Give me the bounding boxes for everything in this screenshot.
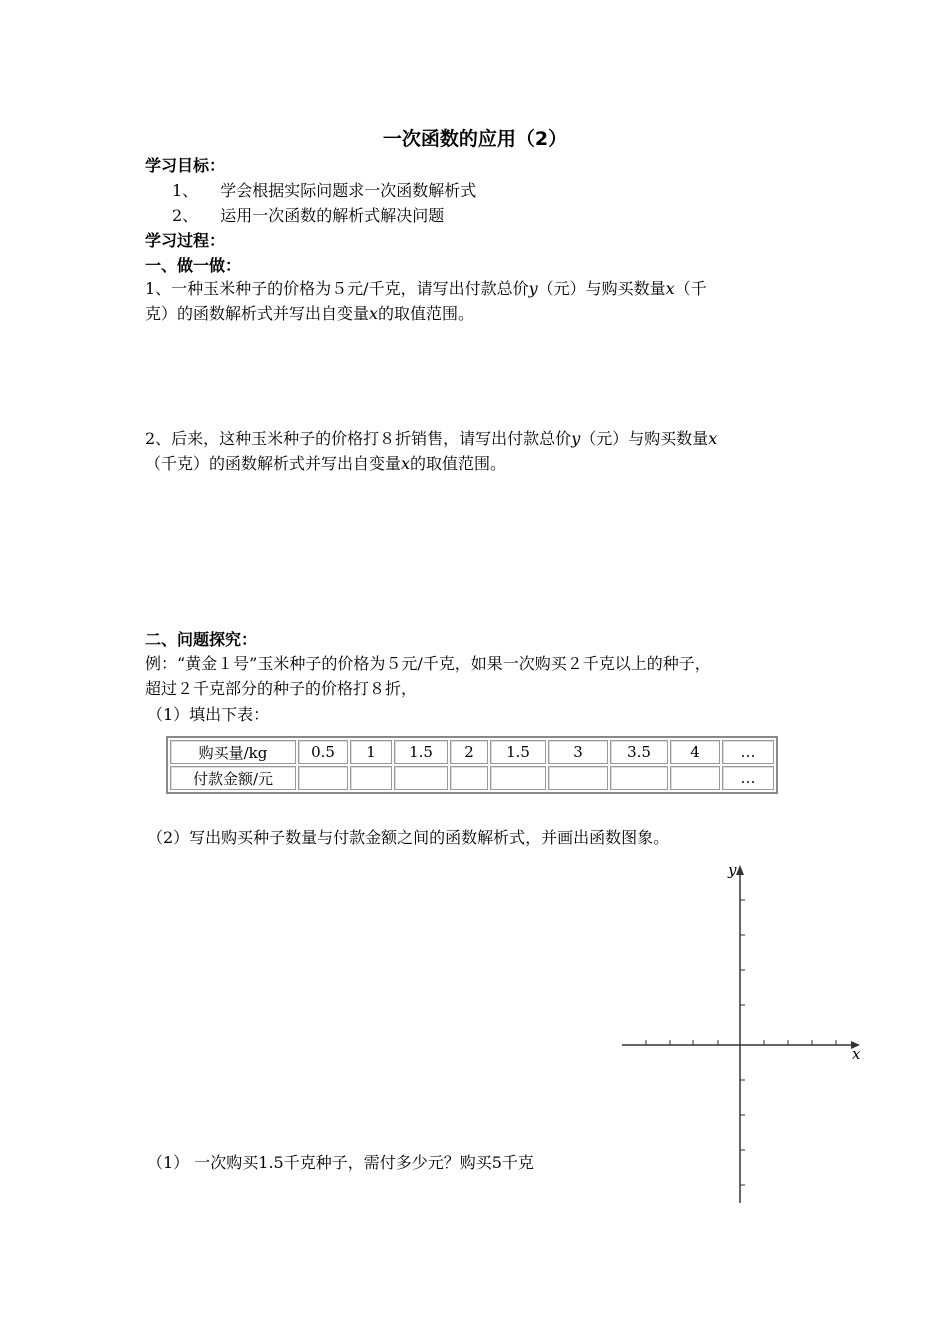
y-axis-label: y (728, 861, 737, 879)
axis-ticks (646, 900, 836, 1185)
table-cell[interactable] (670, 766, 720, 790)
question-2-text-c: （千克）的函数解析式并写出自变量 (145, 454, 402, 473)
table-cell[interactable] (548, 766, 608, 790)
objective-1 (172, 178, 476, 201)
table-cell: 购买量/kg (170, 740, 296, 764)
objective-2-num: 2、 (172, 206, 199, 225)
table-cell: 1.5 (394, 740, 448, 764)
table-cell: 3 (548, 740, 608, 764)
table-cell: 0.5 (298, 740, 348, 764)
question-2-line-1 (145, 426, 717, 449)
y-axis-arrow (736, 865, 744, 875)
coordinate-axes (618, 855, 864, 1210)
objective-2-text: 运用一次函数的解析式解决问题 (220, 206, 445, 225)
question-1-text-d: 克）的函数解析式并写出自变量 (145, 304, 370, 323)
table-cell: … (722, 766, 774, 790)
objectives-heading: 学习目标： (145, 156, 226, 175)
var-x: x (401, 454, 411, 473)
section1-heading: 一、做一做： (145, 256, 242, 275)
example-line-1: 例：“黄金１号”玉米种子的价格为５元/千克，如果一次购买２千克以上的种子， (145, 654, 711, 673)
table-cell: 2 (450, 740, 488, 764)
table-cell[interactable] (298, 766, 348, 790)
var-x: x (665, 279, 675, 298)
question-2-text-d: 的取值范围。 (410, 454, 507, 473)
question-1-line-1 (145, 276, 707, 299)
table-cell[interactable] (450, 766, 488, 790)
question-1-text-c: （千 (674, 279, 707, 298)
question-1-text-a: 1、一种玉米种子的价格为５元/千克，请写出付款总价 (145, 279, 529, 298)
table-cell[interactable] (394, 766, 448, 790)
table-cell: 1.5 (490, 740, 546, 764)
question-1-text-e: 的取值范围。 (378, 304, 475, 323)
table-cell: 3.5 (610, 740, 668, 764)
var-y: y (571, 429, 581, 448)
objective-1-num: 1、 (172, 181, 199, 200)
sub-question-1: （1）填出下表： (147, 705, 270, 724)
table-cell: 1 (350, 740, 392, 764)
var-x: x (708, 429, 718, 448)
x-axis-label: x (852, 1045, 861, 1063)
data-table (166, 736, 778, 794)
page-title: 一次函数的应用（2） (382, 128, 568, 150)
table-row (170, 766, 774, 790)
question-2-text-b: （元）与购买数量 (580, 429, 709, 448)
sub-question-2: （2）写出购买种子数量与付款金额之间的函数解析式，并画出函数图象。 (147, 828, 670, 847)
section2-heading: 二、问题探究： (145, 630, 258, 649)
table-cell: … (722, 740, 774, 764)
sub-question-3: （1） 一次购买1.5千克种子，需付多少元？购买5千克 (147, 1153, 534, 1172)
var-y: y (528, 279, 538, 298)
objective-1-text: 学会根据实际问题求一次函数解析式 (220, 181, 477, 200)
question-2-line-2 (145, 451, 506, 474)
question-1-text-b: （元）与购买数量 (537, 279, 666, 298)
question-1-line-2 (145, 301, 474, 324)
question-2-text-a: 2、后来，这种玉米种子的价格打８折销售，请写出付款总价 (145, 429, 572, 448)
var-x: x (369, 304, 379, 323)
table-cell[interactable] (490, 766, 546, 790)
table-row (170, 740, 774, 764)
table-cell[interactable] (610, 766, 668, 790)
objective-2 (172, 203, 444, 226)
table-cell[interactable] (350, 766, 392, 790)
example-line-2: 超过２千克部分的种子的价格打８折， (145, 679, 418, 698)
process-heading: 学习过程： (145, 231, 226, 250)
table-cell: 4 (670, 740, 720, 764)
table-cell: 付款金额/元 (170, 766, 296, 790)
